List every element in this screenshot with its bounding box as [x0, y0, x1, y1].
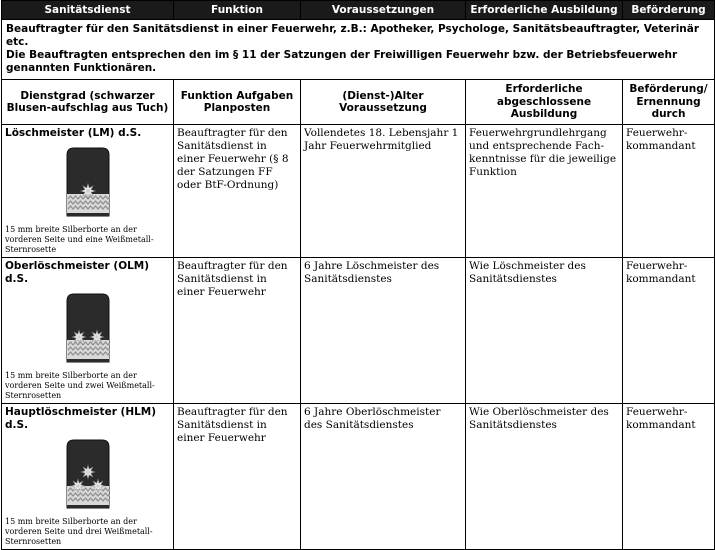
col-header-ausbildung: Erforderliche abgeschlossene Ausbildung [466, 80, 623, 125]
col-header-alter: (Dienst-)Alter Voraussetzung [301, 80, 466, 125]
requirement-cell: 6 Jahre Oberlöschmeister des Sanitätsdienstes [301, 404, 466, 550]
intro-line-2: Die Beauftragten entsprechen den im § 11 der Satzungen der Freiwilligen Feuerwehr bzw. der Betriebsfeuerwehr genannten Funktionären. [6, 49, 678, 74]
epaulette-icon [66, 293, 110, 367]
rank-table [1, 0, 715, 550]
training-cell: Wie Oberlöschmeister des Sanitätsdienstes [466, 404, 623, 550]
table-row [2, 404, 715, 550]
header-sanitaetsdienst: Sanitätsdienst [2, 1, 174, 20]
col-header-dienstgrad: Dienstgrad (schwarzer Blusen-aufschlag aus Tuch) [2, 80, 174, 125]
epaulette-icon [66, 147, 110, 221]
rank-cell [2, 125, 174, 258]
insignia-note: 15 mm breite Silberborte an der vorderen Seite und drei Weißmetall-Sternrosetten [5, 517, 153, 546]
function-cell: Beauftragter für den Sanitätsdienst in einer Feuerwehr (§ 8 der Satzungen FF oder BtF-Ordnung) [174, 125, 301, 258]
header-row [2, 1, 715, 20]
insignia-note: 15 mm breite Silberborte an der vorderen Seite und eine Weißmetall-Sternrosette [5, 225, 154, 254]
rank-cell [2, 258, 174, 404]
column-header-row [2, 80, 715, 125]
epaulette-icon [66, 439, 110, 513]
requirement-cell: Vollendetes 18. Lebensjahr 1 Jahr Feuerwehrmitglied [301, 125, 466, 258]
promotion-cell: Feuerwehr-kommandant [623, 258, 715, 404]
function-cell: Beauftragter für den Sanitätsdienst in einer Feuerwehr [174, 258, 301, 404]
training-cell: Feuerwehrgrundlehrgang und entsprechende Fach-kenntnisse für die jeweilige Funktion [466, 125, 623, 258]
insignia-note: 15 mm breite Silberborte an der vorderen Seite und zwei Weißmetall-Sternrosetten [5, 371, 155, 400]
header-ausbildung: Erforderliche Ausbildung [466, 1, 623, 20]
function-cell: Beauftragter für den Sanitätsdienst in einer Feuerwehr [174, 404, 301, 550]
promotion-cell: Feuerwehr-kommandant [623, 404, 715, 550]
col-header-funktion: Funktion Aufgaben Planposten [174, 80, 301, 125]
header-befoerderung: Beförderung [623, 1, 715, 20]
col-header-befoerderung: Beförderung/ Ernennung durch [623, 80, 715, 125]
training-cell: Wie Löschmeister des Sanitätsdienstes [466, 258, 623, 404]
header-funktion: Funktion [174, 1, 301, 20]
requirement-cell: 6 Jahre Löschmeister des Sanitätsdienstes [301, 258, 466, 404]
header-voraussetzungen: Voraussetzungen [301, 1, 466, 20]
intro-text [2, 20, 715, 80]
rank-title: Oberlöschmeister (OLM) d.S. [5, 260, 150, 285]
table-row [2, 258, 715, 404]
rank-title: Hauptlöschmeister (HLM) d.S. [5, 406, 157, 431]
promotion-cell: Feuerwehr-kommandant [623, 125, 715, 258]
rank-title: Löschmeister (LM) d.S. [5, 127, 142, 139]
rank-cell [2, 404, 174, 550]
intro-line-1: Beauftragter für den Sanitätsdienst in einer Feuerwehr, z.B.: Apotheker, Psychologe, Sanitätsbeauftragter, Veterinär etc. [6, 23, 700, 48]
intro-row [2, 20, 715, 80]
table-row [2, 125, 715, 258]
